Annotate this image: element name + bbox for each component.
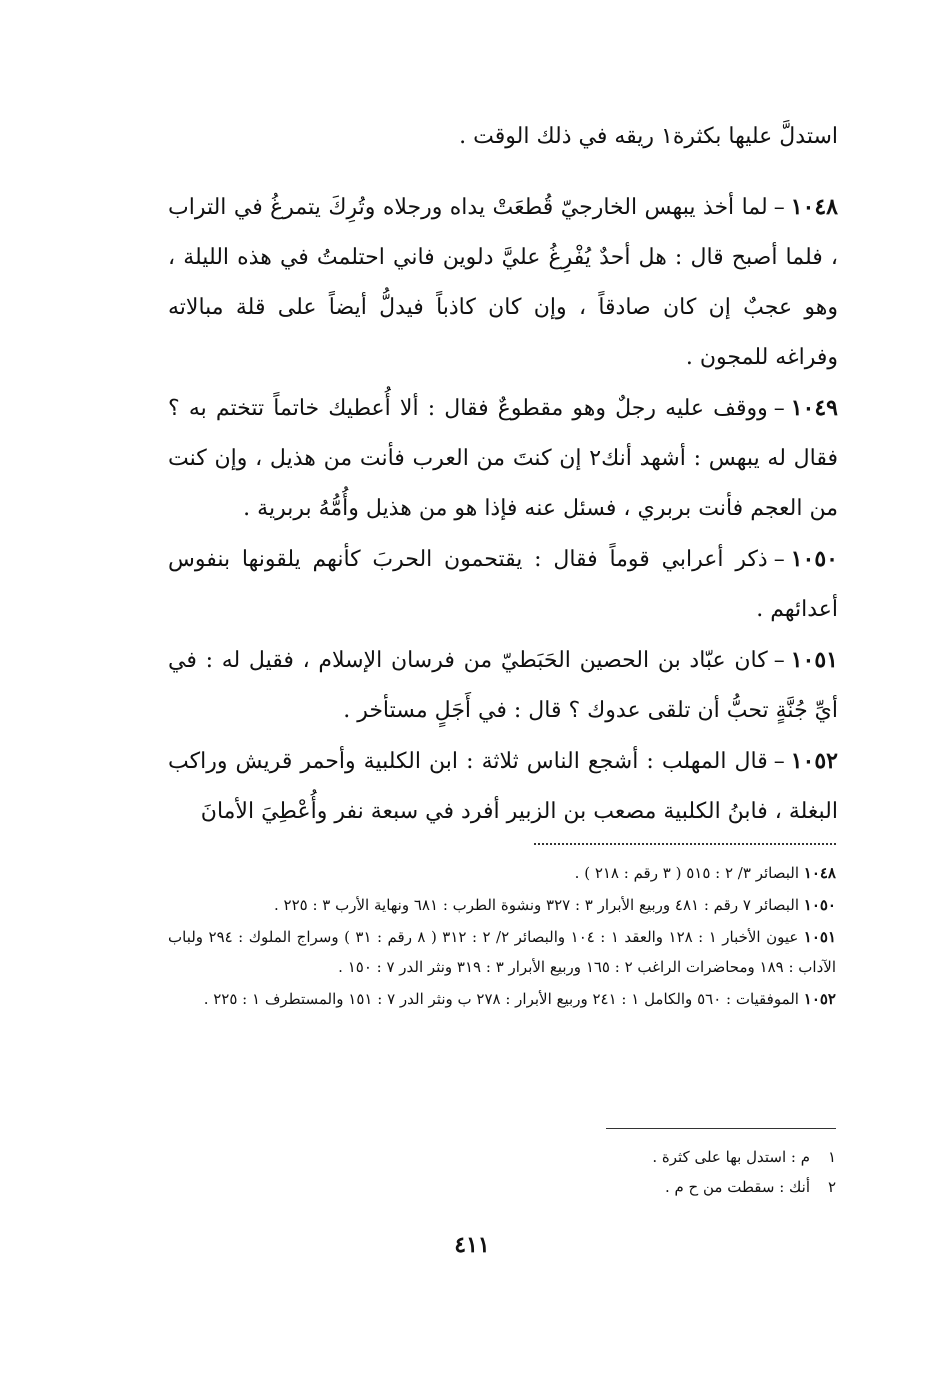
main-text (168, 112, 838, 837)
footnote-number: ١ (827, 1148, 836, 1166)
footnote-1 (168, 1142, 836, 1172)
source-number: ١٠٥٢ (803, 990, 836, 1008)
source-number: ١٠٤٨ (803, 864, 836, 882)
entry-1049: ١٠٤٩–ووقف عليه رجلٌ وهو مقطوعٌ فقال : ألا أُعطيك خاتماً تتختم به ؟ فقال له يبهس : أشهد أنك٢ إن كنتَ من العرب فأنت من هذيل ، وإن كنت من العجم فأنت بربري ، فسئل عنه فإذا هو من هذيل وأُمُّهُ بربرية . (168, 395, 838, 521)
source-1051 (168, 922, 836, 982)
entry-number: ١٠٥٢ (790, 748, 838, 774)
entry-1051: ١٠٥١–كان عبّاد بن الحصين الحَبَطيّ من فرسان الإسلام ، فقيل له : في أيِّ جُنَّةٍ تحبُّ أن تلقى عدوك ؟ قال : في أَجَلٍ مستأخر . (168, 647, 838, 723)
footnote-rule (606, 1128, 836, 1129)
entry-number: ١٠٥٠ (790, 546, 838, 572)
entry-text: لما أخذ يبهس الخارجيّ قُطعَتْ يداه ورجلاه وتُرِكَ يتمرغُ في التراب ، فلما أصبح قال : هل أحدٌ يُفْرِغُ عليَّ دلوين فاني احتلمتُ في هذه الليلة ، وهو عجبٌ إن كان صادقاً ، وإن كان كاذباً فيدلُّ أيضاً على قلة مبالاته وفراغه للمجون . (168, 195, 838, 370)
dotted-divider (534, 843, 836, 845)
entry-number: ١٠٤٩ (790, 395, 838, 421)
source-text: البصائر ٧ رقم : ٤٨١ وربيع الأبرار ٣ : ٣٢٧ ونشوة الطرب : ٦٨١ ونهاية الأرب ٣ : ٢٢٥ . (273, 896, 799, 914)
source-text: البصائر ٣/ ٢ : ٥١٥ ( ٣ رقم : ٢١٨ ) . (574, 864, 799, 882)
footnote-text: أنك : سقطت من ح م . (664, 1178, 810, 1196)
entry-1050: ١٠٥٠–ذكر أعرابي قوماً فقال : يقتحمون الحربَ كأنهم يلقونها بنفوس أعدائهم . (168, 546, 838, 622)
entry-text: قال المهلب : أشجع الناس ثلاثة : ابن الكلبية وأحمر قريش وراكب البغلة ، فابنُ الكلبية مصعب بن الزبير أفرد في سبعة نفر وأُعْطِيَ الأمانَ (168, 749, 838, 824)
footnote-number: ٢ (827, 1178, 836, 1196)
footnotes-section (168, 1142, 836, 1202)
source-number: ١٠٥٠ (803, 896, 836, 914)
source-1052 (168, 984, 836, 1014)
entry-text: ووقف عليه رجلٌ وهو مقطوعٌ فقال : ألا أُعطيك خاتماً تتختم به ؟ فقال له يبهس : أشهد أنك٢ إن كنتَ من العرب فأنت من هذيل ، وإن كنت من العجم فأنت بربري ، فسئل عنه فإذا هو من هذيل وأُمُّهُ بربرية . (168, 396, 838, 521)
footnote-2 (168, 1172, 836, 1202)
page-number: ٤١١ (454, 1232, 490, 1258)
source-1050 (168, 890, 836, 920)
source-1048 (168, 858, 836, 888)
entry-1052: ١٠٥٢–قال المهلب : أشجع الناس ثلاثة : ابن الكلبية وأحمر قريش وراكب البغلة ، فابنُ الكلبية مصعب بن الزبير أفرد في سبعة نفر وأُعْطِيَ الأمانَ (168, 748, 838, 824)
entry-number: ١٠٥١ (790, 647, 838, 673)
entry-text: كان عبّاد بن الحصين الحَبَطيّ من فرسان الإسلام ، فقيل له : في أيِّ جُنَّةٍ تحبُّ أن تلقى عدوك ؟ قال : في أَجَلٍ مستأخر . (168, 648, 838, 723)
source-text: عيون الأخبار ١ : ١٢٨ والعقد ١ : ١٠٤ والبصائر ٢/ ٢ : ٣١٢ ( ٨ رقم : ٣١ ) وسراج الملوك : ٢٩٤ ولباب الآداب : ١٨٩ ومحاضرات الراغب ٢ : ١٦٥ وربيع الأبرار ٣ : ٣١٩ ونثر الدر ٧ : ١٥٠ . (168, 928, 836, 976)
sources-section (168, 858, 836, 1016)
lead-paragraph: استدلَّ عليها بكثرة١ ريقه في ذلك الوقت . (459, 124, 838, 149)
entry-text: ذكر أعرابي قوماً فقال : يقتحمون الحربَ كأنهم يلقونها بنفوس أعدائهم . (168, 547, 838, 622)
source-text: الموفقيات : ٥٦٠ والكامل ١ : ٢٤١ وربيع الأبرار : ٢٧٨ ب ونثر الدر ٧ : ١٥١ والمستطرف ١ : ٢٢٥ . (203, 990, 799, 1008)
entry-1048: ١٠٤٨–لما أخذ يبهس الخارجيّ قُطعَتْ يداه ورجلاه وتُرِكَ يتمرغُ في التراب ، فلما أصبح قال : هل أحدٌ يُفْرِغُ عليَّ دلوين فاني احتلمتُ في هذه الليلة ، وهو عجبٌ إن كان صادقاً ، وإن كان كاذباً فيدلُّ أيضاً على قلة مبالاته وفراغه للمجون . (168, 194, 838, 370)
entry-number: ١٠٤٨ (790, 194, 838, 220)
footnote-text: م : استدل بها على كثرة . (652, 1148, 810, 1166)
source-number: ١٠٥١ (803, 928, 837, 946)
